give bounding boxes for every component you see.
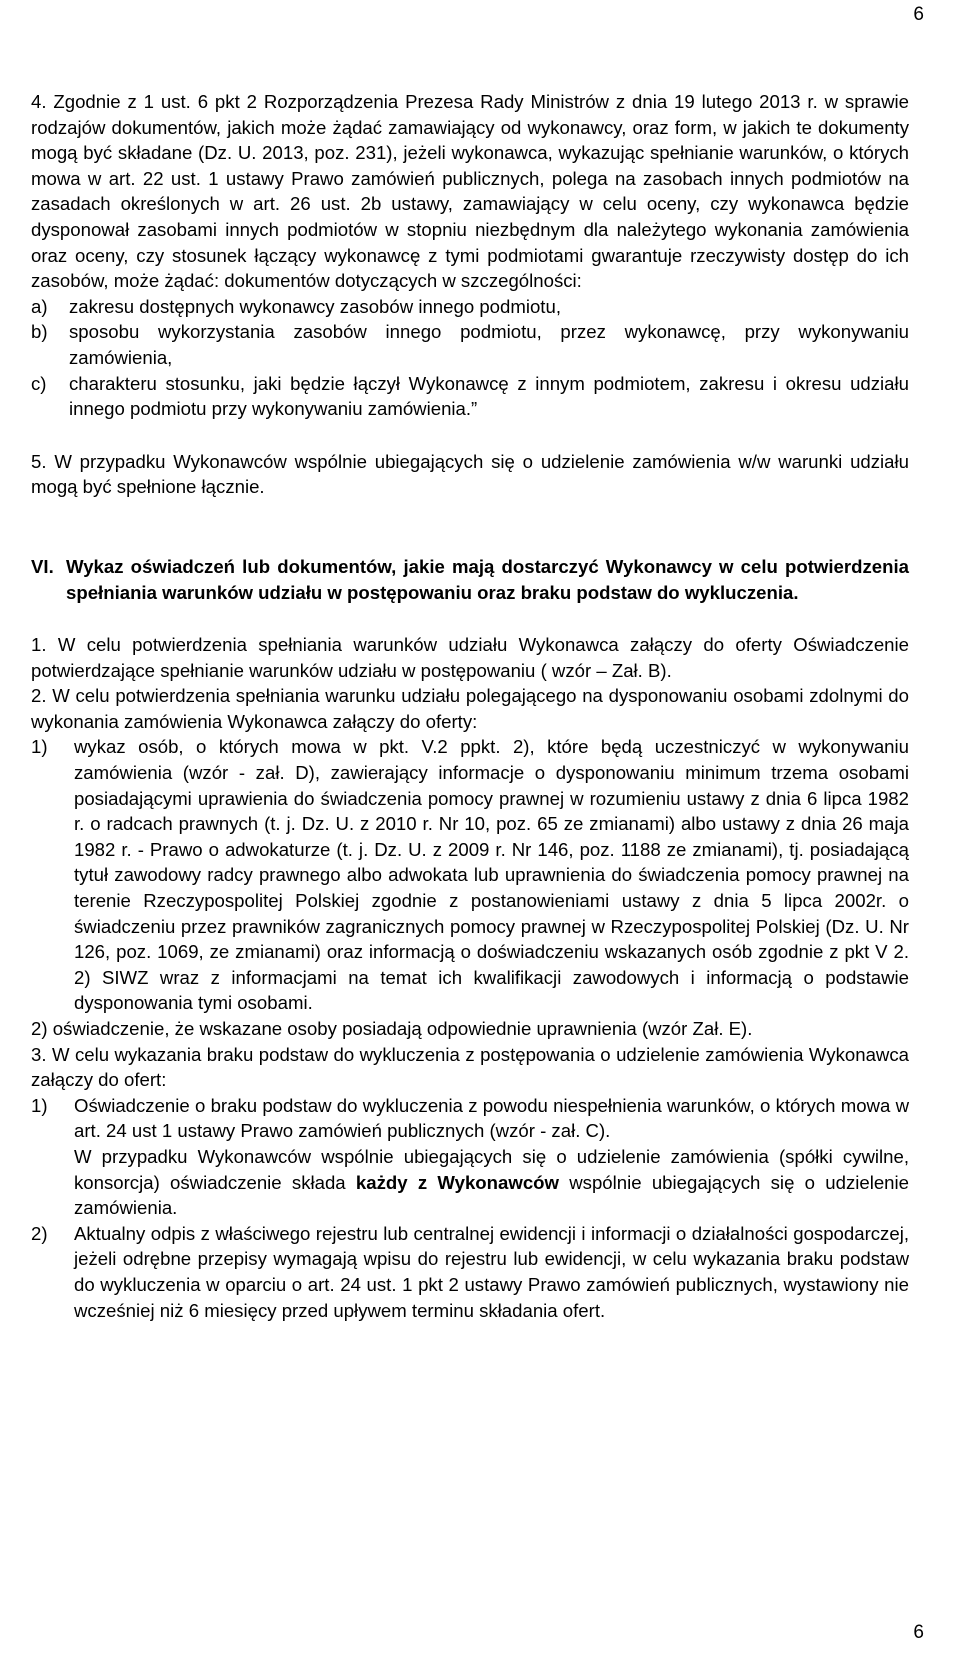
list-item-label: c): [31, 372, 47, 394]
page-number-bottom: 6: [913, 1622, 924, 1643]
section-number: VI.: [31, 555, 54, 577]
list-item: [31, 371, 909, 422]
list-item: [31, 294, 909, 320]
item-2-sub-2: 2) oświadczenie, że wskazane osoby posiadają odpowiednie uprawnienia (wzór Zał. E).: [31, 1018, 753, 1039]
sub-item-text: Aktualny odpis z właściwego rejestru lub centralnej ewidencji i informacji o działalności gospodarczej, jeżeli odrębne przepisy wymagają wpisu do rejestru lub ewidencji, w celu wykazania braku podstaw do wykluczenia w oparciu o art. 24 ust. 1 pkt 2 ustawy Prawo zamówień publicznych, wystawiony nie wcześniej niż 6 miesięcy przed upływem terminu składania ofert.: [74, 1222, 909, 1321]
sub-item-label: 2): [31, 1222, 48, 1244]
item-3-sub-2: [31, 1221, 909, 1323]
sub-item-text-b-bold: każdy z Wykonawców: [355, 1171, 559, 1193]
item-2: 2. W celu potwierdzenia spełniania warunku udziału polegającego na dysponowaniu osobami zdolnymi do wykonania zamówienia Wykonawca załączy do oferty:: [31, 685, 909, 732]
item-3-sub-1: [31, 1093, 909, 1221]
page-number-top: 6: [913, 4, 924, 25]
sub-item-label: 1): [31, 1094, 48, 1116]
list-item-text: zakresu dostępnych wykonawcy zasobów innego podmiotu,: [69, 295, 561, 317]
section-title: Wykaz oświadczeń lub dokumentów, jakie mają dostarczyć Wykonawcy w celu potwierdzenia spełniania warunków udziału w postępowaniu oraz braku podstaw do wykluczenia.: [66, 555, 909, 603]
sub-item-text: [74, 1093, 909, 1221]
list-item: [31, 319, 909, 370]
section-vi-heading: [31, 554, 909, 605]
item-2-sub-1: [31, 734, 909, 1016]
paragraph-4: 4. Zgodnie z 1 ust. 6 pkt 2 Rozporządzenia Prezesa Rady Ministrów z dnia 19 lutego 2013 r. w sprawie rodzajów dokumentów, jakich może żądać zamawiający od wykonawcy, oraz form, w jakich te dokumenty mogą być składane (Dz. U. 2013, poz. 231), jeżeli wykonawca, wykazując spełnianie warunków, o których mowa w art. 22 ust. 1 ustawy Prawo zamówień publicznych, polega na zasobach innych podmiotów na zasadach określonych w art. 26 ust. 2b ustawy, zamawiający w celu oceny, czy wykonawca będzie dysponował zasobami innych podmiotów w stopniu niezbędnym dla należytego wykonania zamówienia oraz oceny, czy stosunek łączący wykonawcę z tymi podmiotami gwarantuje rzeczywisty dostęp do ich zasobów, może żądać: dokumentów dotyczących w szczególności:: [31, 91, 909, 292]
item-1: 1. W celu potwierdzenia spełniania warunków udziału Wykonawca załączy do oferty Oświadczenie potwierdzające spełnianie warunków udziału w postępowaniu ( wzór – Zał. B).: [31, 634, 909, 681]
list-item-text: charakteru stosunku, jaki będzie łączył Wykonawcę z innym podmiotem, zakresu i okresu udziału innego podmiotu przy wykonywaniu zamówienia.”: [69, 372, 909, 420]
paragraph-4-list: [31, 294, 909, 422]
paragraph-5: 5. W przypadku Wykonawców wspólnie ubiegających się o udzielenie zamówienia w/w warunki udziału mogą być spełnione łącznie.: [31, 450, 909, 498]
document-body: [31, 89, 909, 1323]
sub-item-text-b-pre: W przypadku Wykonawców wspólnie ubiegających się o udzielenie zamówienia (spółki cywilne, konsorcja) oświadczenie składa: [74, 1145, 909, 1193]
list-item-label: b): [31, 321, 48, 343]
list-item-text: sposobu wykorzystania zasobów innego podmiotu, przez wykonawcę, przy wykonywaniu zamówienia,: [69, 321, 909, 368]
sub-item-label: 1): [31, 736, 48, 758]
item-3: 3. W celu wykazania braku podstaw do wykluczenia z postępowania o udzielenie zamówienia Wykonawca załączy do ofert:: [31, 1043, 909, 1091]
sub-item-text-b-post: wspólnie ubiegających się o udzielenie zamówienia.: [74, 1171, 909, 1219]
sub-item-text: wykaz osób, o których mowa w pkt. V.2 ppkt. 2), które będą uczestniczyć w wykonywaniu zamówienia (wzór - zał. D), zawierający informacje o dysponowaniu minimum trzema osobami posiadającymi uprawienia do świadczenia pomocy prawnej w rozumieniu ustawy z dnia 6 lipca 1982 r. o radcach prawnych (t. j. Dz. U. z 2010 r. Nr 10, poz. 65 ze zmianami) albo ustawy z dnia 26 maja 1982 r. - Prawo o adwokaturze (t. j. Dz. U. z 2009 r. Nr 146, poz. 1188 ze zmianami), tj. posiadającą tytuł zawodowy radcy prawnego albo adwokata lub uprawnienia do świadczenia pomocy prawnej na terenie Rzeczypospolitej Polskiej zgodnie z postanowieniami ustawy z dnia 5 lipca 2002r. o świadczeniu przez prawników zagranicznych pomocy prawnej w Rzeczypospolitej Polskiej (Dz. U. Nr 126, poz. 1069, ze zmianami) oraz informacją o doświadczeniu wskazanych osób zgodnie z pkt V 2. 2) SIWZ wraz z informacjami na temat ich kwalifikacji zawodowych i informacją o podstawie dysponowania tymi osobami.: [74, 736, 909, 1014]
list-item-label: a): [31, 295, 48, 317]
sub-item-text-a: Oświadczenie o braku podstaw do wykluczenia z powodu niespełnienia warunków, o których mowa w art. 24 ust 1 ustawy Prawo zamówień publicznych (wzór - zał. C).: [74, 1094, 909, 1142]
